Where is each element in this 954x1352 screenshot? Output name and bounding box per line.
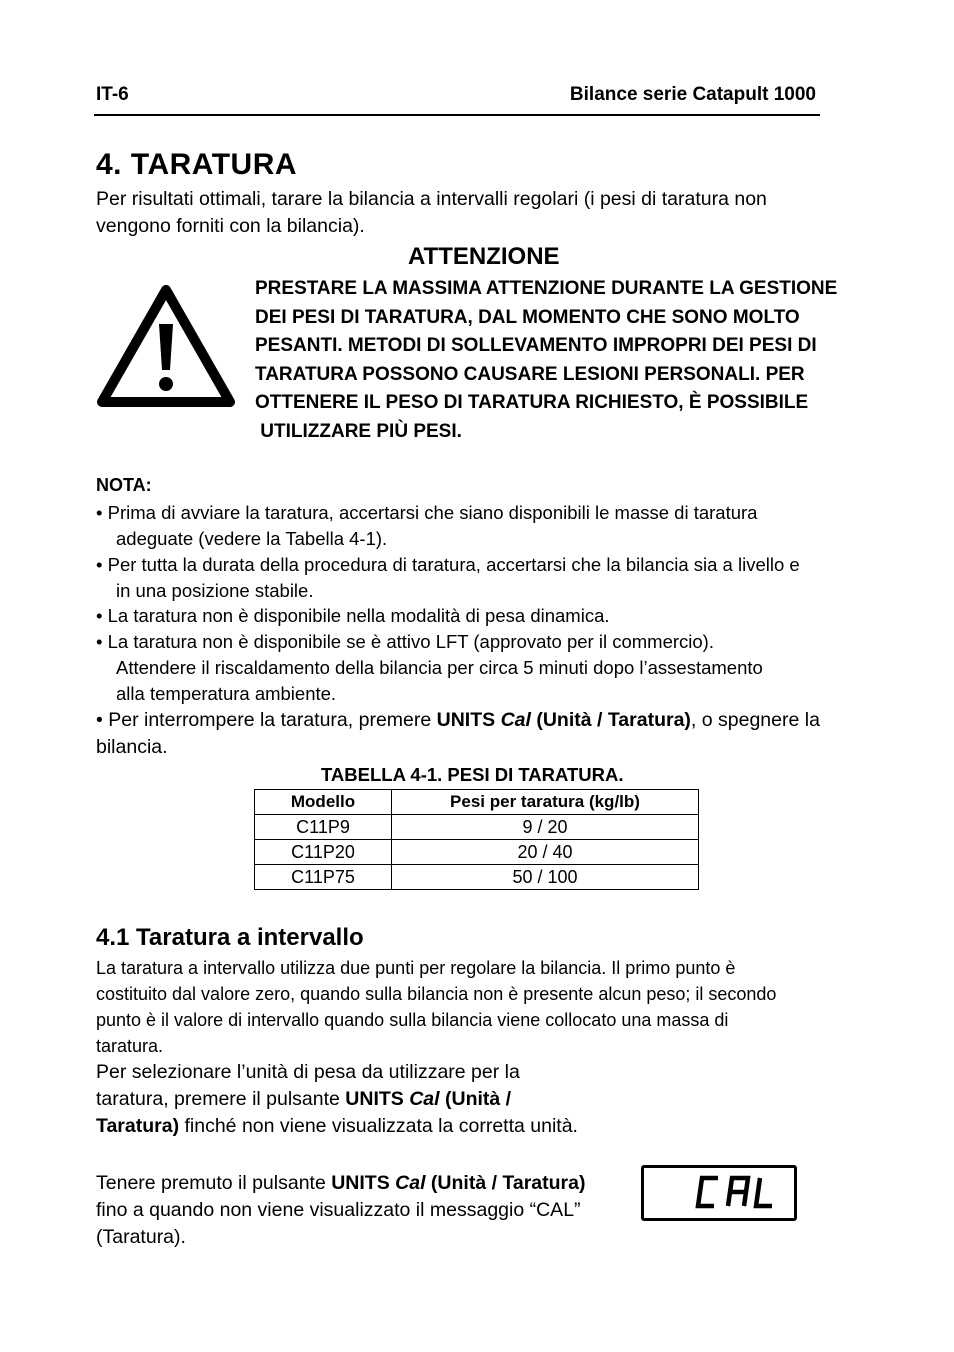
- note-text: • Per tutta la durata della procedura di taratura, accertarsi che la bilancia sia a livello e: [96, 554, 800, 575]
- table-row: [255, 865, 699, 890]
- table-cell: C11P20: [255, 840, 392, 865]
- note-text: • Per interrompere la taratura, premere: [96, 709, 437, 731]
- intro-line: vengono forniti con la bilancia).: [96, 215, 365, 237]
- warning-line: OTTENERE IL PESO DI TARATURA RICHIESTO, È POSSIBILE: [255, 392, 809, 413]
- header-divider: [94, 114, 820, 116]
- note-bullet: [96, 500, 856, 552]
- warning-text: [255, 275, 845, 446]
- subsection-title: 4.1 Taratura a intervallo: [96, 924, 364, 951]
- paragraph-line: fino a quando non viene visualizzato il messaggio “CAL”: [96, 1199, 581, 1221]
- table-title: TABELLA 4-1. PESI DI TARATURA.: [321, 764, 624, 785]
- warning-line: UTILIZZARE PIÙ PESI.: [255, 420, 462, 442]
- key-description: (Unità /: [439, 1088, 512, 1110]
- paragraph-line: punto è il valore di intervallo quando sulla bilancia viene collocato una massa di: [96, 1010, 729, 1030]
- paragraph-line: La taratura a intervallo utilizza due punti per regolare la bilancia. Il primo punto è: [96, 958, 736, 978]
- table-cell: 20 / 40: [392, 840, 699, 865]
- warning-line: TARATURA POSSONO CAUSARE LESIONI PERSONALI. PER: [255, 363, 805, 385]
- note-text: bilancia.: [96, 736, 168, 758]
- paragraph-line: (Taratura).: [96, 1226, 186, 1248]
- note-text: alla temperatura ambiente.: [116, 683, 337, 704]
- note-bullet: [96, 603, 856, 629]
- note-text: , o spegnere la: [690, 709, 820, 731]
- table-cell: C11P75: [255, 865, 392, 890]
- intro-line: Per risultati ottimali, tarare la bilancia a intervalli regolari (i pesi di taratura non: [96, 188, 767, 210]
- table-cell: 50 / 100: [392, 865, 699, 890]
- paragraph-text: taratura, premere il pulsante: [96, 1088, 346, 1110]
- note-label: NOTA:: [96, 475, 152, 495]
- paragraph-line: [96, 1086, 626, 1113]
- note-bullet: [96, 707, 856, 761]
- note-text: • La taratura non è disponibile nella modalità di pesa dinamica.: [96, 605, 610, 626]
- cal-key-label: Cal: [409, 1088, 440, 1110]
- cal-display-readout: [644, 1168, 794, 1218]
- section-title: 4. TARATURA: [96, 148, 298, 181]
- paragraph-line: [96, 1113, 626, 1140]
- table-row: [255, 840, 699, 865]
- table-row: [255, 815, 699, 840]
- paragraph-line: costituito dal valore zero, quando sulla bilancia non è presente alcun peso; il secondo: [96, 984, 777, 1004]
- note-text: adeguate (vedere la Tabella 4-1).: [116, 528, 388, 549]
- cal-key-label: Cal: [395, 1172, 426, 1194]
- units-key-label: UNITS: [331, 1172, 396, 1194]
- note-text: Attendere il riscaldamento della bilancia per circa 5 minuti dopo l’assestamento: [116, 657, 763, 678]
- warning-title: ATTENZIONE: [408, 243, 560, 270]
- warning-triangle-icon: [96, 284, 236, 408]
- note-bullet: [96, 629, 856, 707]
- intro-paragraph: [96, 186, 856, 240]
- units-key-label: UNITS: [436, 709, 501, 731]
- calibration-weights-table: [254, 789, 699, 890]
- subsection-paragraph: [96, 955, 856, 1059]
- warning-line: PRESTARE LA MASSIMA ATTENZIONE DURANTE LA GESTIONE: [255, 278, 838, 299]
- note-text: [96, 707, 856, 734]
- key-description: (Unità / Taratura): [425, 1172, 586, 1194]
- note-text: in una posizione stabile.: [116, 580, 314, 601]
- warning-line: DEI PESI DI TARATURA, DAL MOMENTO CHE SONO MOLTO: [255, 306, 800, 328]
- paragraph-line: [96, 1170, 626, 1197]
- unit-selection-paragraph: [96, 1059, 626, 1140]
- paragraph-text: Tenere premuto il pulsante: [96, 1172, 332, 1194]
- table-cell: C11P9: [255, 815, 392, 840]
- units-key-label: UNITS: [345, 1088, 410, 1110]
- note-text: • Prima di avviare la taratura, accertarsi che siano disponibili le masse di taratura: [96, 502, 758, 523]
- paragraph-line: taratura.: [96, 1036, 164, 1056]
- table-header-row: [255, 790, 699, 815]
- document-title: Bilance serie Catapult 1000: [569, 84, 816, 105]
- cal-key-label: Cal: [500, 709, 531, 731]
- column-header: Pesi per taratura (kg/lb): [392, 790, 699, 815]
- lcd-display-icon: [641, 1165, 797, 1221]
- page-number: IT-6: [96, 84, 129, 105]
- table-cell: 9 / 20: [392, 815, 699, 840]
- key-description: (Unità / Taratura): [530, 709, 691, 731]
- paragraph-text: finché non viene visualizzata la corretta unità.: [179, 1115, 578, 1137]
- paragraph-line: Per selezionare l’unità di pesa da utilizzare per la: [96, 1061, 520, 1083]
- column-header: Modello: [255, 790, 392, 815]
- note-text: • La taratura non è disponibile se è attivo LFT (approvato per il commercio).: [96, 631, 714, 652]
- hold-button-paragraph: [96, 1170, 626, 1251]
- warning-line: PESANTI. METODI DI SOLLEVAMENTO IMPROPRI DEI PESI DI: [255, 335, 817, 356]
- key-description: Taratura): [96, 1115, 180, 1137]
- note-bullet: [96, 552, 856, 604]
